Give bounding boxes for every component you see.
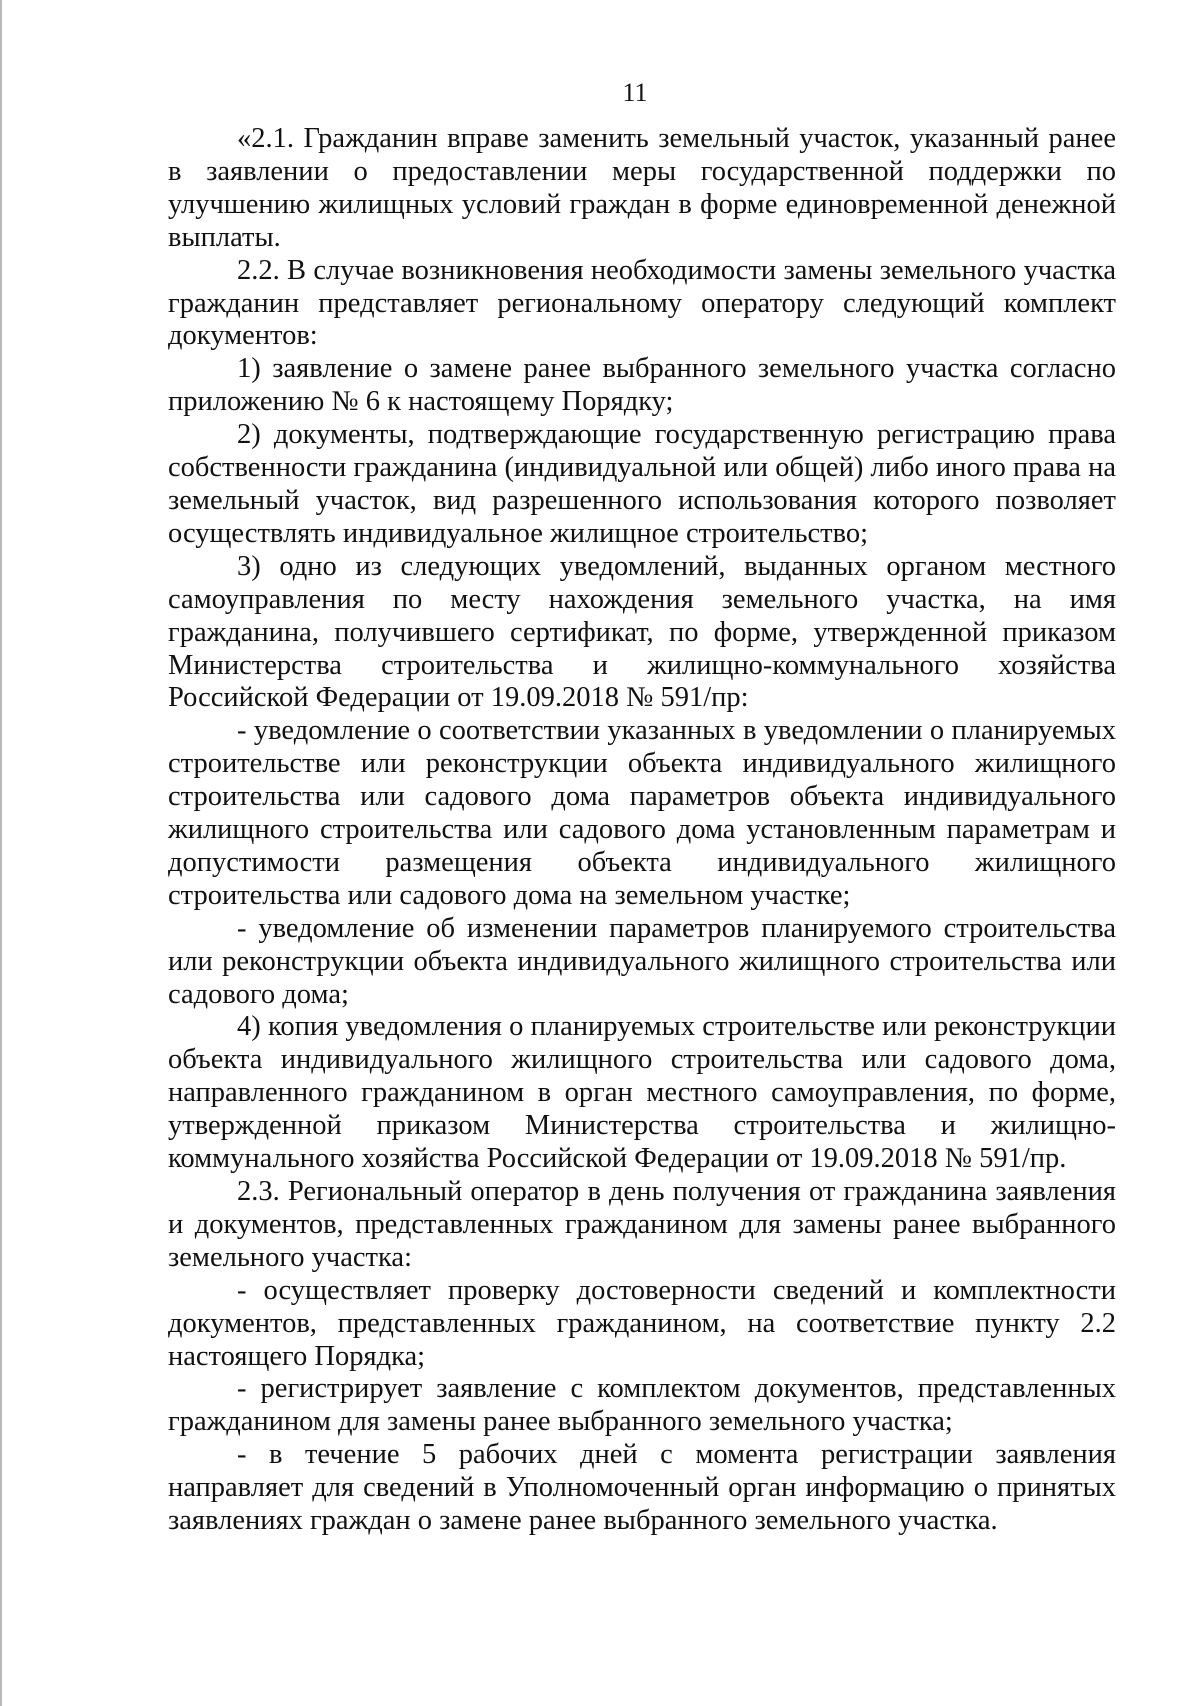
sub-item-notice-change: - уведомление об изменении параметров планируемого строительства или реконструкции объекта индивидуального жилищного строительства или садового дома;	[168, 912, 1116, 1010]
paragraph-2-2: 2.2. В случае возникновения необходимости замены земельного участка гражданин представляет региональному оператору следующий комплект документов:	[168, 254, 1116, 352]
paragraph-2-1: «2.1. Гражданин вправе заменить земельный участок, указанный ранее в заявлении о предоставлении меры государственной поддержки по улучшению жилищных условий граждан в форме единовременной денежной выплаты.	[168, 123, 1116, 253]
sub-item-registration: - регистрирует заявление с комплектом документов, представленных гражданином для замены ранее выбранного земельного участка;	[168, 1373, 1116, 1438]
list-item-2: 2) документы, подтверждающие государственную регистрацию права собственности гражданина (индивидуальной или общей) либо иного права на земельный участок, вид разрешенного использования которого позволяет осуществлять индивидуальное жилищное строительство;	[168, 419, 1116, 549]
sub-item-notice-compliance: - уведомление о соответствии указанных в уведомлении о планируемых строительстве или реконструкции объекта индивидуального жилищного строительства или садового дома параметров объекта индивидуального жилищного строительства или садового дома установленным параметрам и допустимости размещения объекта индивидуального жилищного строительства или садового дома на земельном участке;	[168, 715, 1116, 911]
document-body	[168, 123, 1116, 1538]
list-item-3: 3) одно из следующих уведомлений, выданных органом местного самоуправления по месту нахождения земельного участка, на имя гражданина, получившего сертификат, по форме, утвержденной приказом Министерства строительства и жилищно-коммунального хозяйства Российской Федерации от 19.09.2018 № 591/пр:	[168, 550, 1116, 714]
list-item-4: 4) копия уведомления о планируемых строительстве или реконструкции объекта индивидуального жилищного строительства или садового дома, направленного гражданином в орган местного самоуправления, по форме, утвержденной приказом Министерства строительства и жилищно-коммунального хозяйства Российской Федерации от 19.09.2018 № 591/пр.	[168, 1011, 1116, 1175]
scan-edge-line	[0, 0, 2, 1706]
paragraph-2-3: 2.3. Региональный оператор в день получения от гражданина заявления и документов, представленных гражданином для замены ранее выбранного земельного участка:	[168, 1176, 1116, 1273]
sub-item-verification: - осуществляет проверку достоверности сведений и комплектности документов, представленных гражданином, на соответствие пункту 2.2 настоящего Порядка;	[168, 1274, 1116, 1372]
list-item-1: 1) заявление о замене ранее выбранного земельного участка согласно приложению № 6 к настоящему Порядку;	[168, 353, 1116, 418]
page-number: 11	[622, 78, 648, 107]
sub-item-notification: - в течение 5 рабочих дней с момента регистрации заявления направляет для сведений в Уполномоченный орган информацию о принятых заявлениях граждан о замене ранее выбранного земельного участка.	[168, 1439, 1116, 1537]
